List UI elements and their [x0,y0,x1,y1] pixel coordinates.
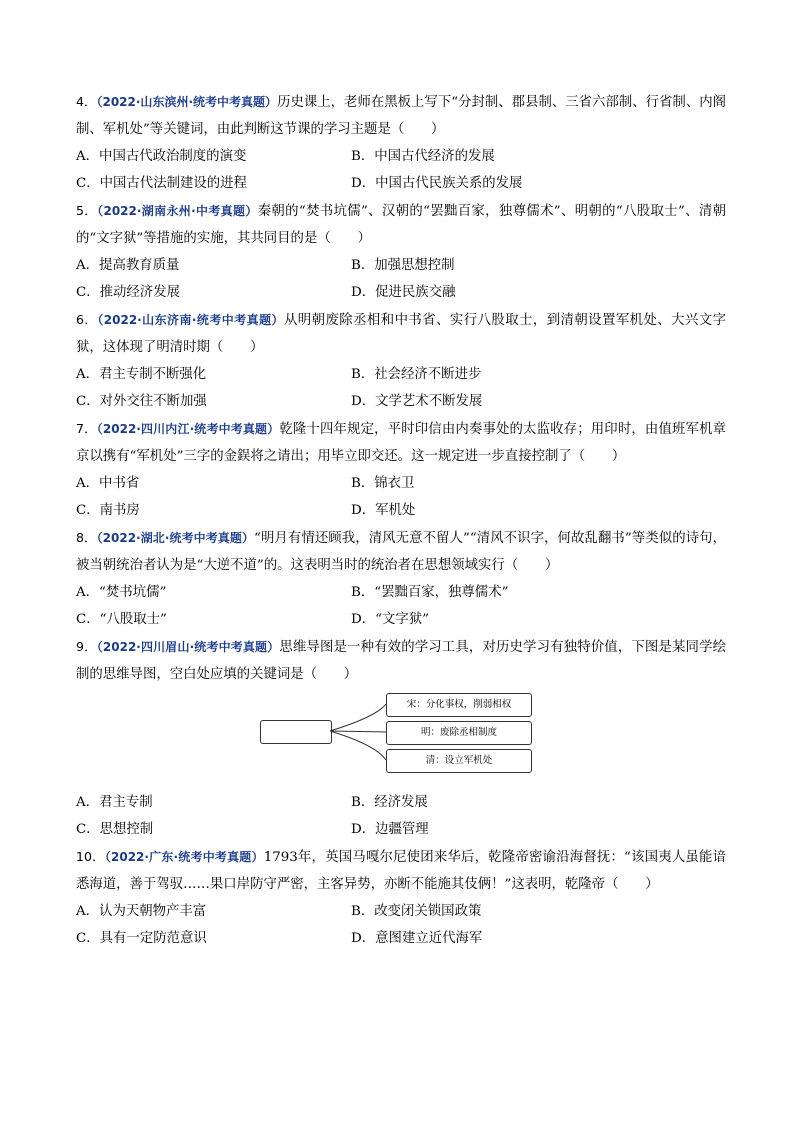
question-source: （2022·湖北·统考中考真题） [96,531,255,545]
option-b: B．改变闭关锁国政策 [351,904,482,919]
mind-map-node-ming: 明：废除丞相制度 [386,721,532,745]
options [76,361,726,415]
options [76,143,726,197]
option-c: C．南书房 [76,503,140,518]
option-c: C．“八股取士” [76,612,167,627]
options [76,789,726,843]
question-text: 历史课上，老师在黑板上写下“分封制、郡县制、三省六部制、行省制、内阁制、军机处”等关键词，由此判断这节课的学习主题是（ ） [76,95,727,137]
options [76,898,726,952]
question-6 [76,306,726,415]
option-a: A．认为天朝物产丰富 [76,904,207,919]
question-text: 从明朝废除丞相和中书省、实行八股取士，到清朝设置军机处、大兴文字狱，这体现了明清时期（ ） [76,313,726,355]
question-stem [76,415,726,470]
question-source: （2022·广东·统考中考真题） [104,850,264,864]
option-d: D．军机处 [351,503,416,518]
question-source: （2022·湖南永州·中考真题） [97,204,258,218]
question-stem [76,306,726,361]
options [76,252,726,306]
question-number: 9． [76,639,97,654]
question-text: “明月有情还顾我，清风无意不留人”“清风不识字，何故乱翻书”等类似的诗句，被当朝统治者认为是“大逆不道”的。这表明当时的统治者在思想领域实行（ ） [76,531,726,573]
question-9 [76,633,726,843]
question-source: （2022·四川眉山·统考中考真题） [96,640,280,654]
option-a: A．中国古代政治制度的演变 [76,149,247,164]
option-d: D．文学艺术不断发展 [351,394,483,409]
option-b: B．“罢黜百家，独尊儒术” [351,585,509,600]
option-d: D．中国古代民族关系的发展 [351,176,523,191]
mind-map-node-song: 宋：分化事权，削弱相权 [386,693,532,717]
question-source: （2022·四川内江·统考中考真题） [96,422,280,436]
question-text: 乾隆十四年规定，平时印信由内奏事处的太监收存；用印时，由值班军机章京以携有“军机处”三字的金鋘将之请出；用毕立即交还。这一规定进一步直接控制了（ ） [76,422,726,464]
question-number: 10． [76,849,105,864]
question-text: 1793年，英国马嘎尔尼使团来华后，乾隆帝密谕沿海督抚：“该国夷人虽能谙悉海道，善于驾驭……果口岸防守严密，主客异势，亦断不能施其伎俩！”这表明，乾隆帝（ ） [76,850,727,892]
option-a: A．提高教育质量 [76,258,180,273]
question-number: 5． [76,203,98,218]
option-a: A．“焚书坑儒” [76,585,167,600]
option-a: A．中书省 [76,476,140,491]
option-b: B．中国古代经济的发展 [351,149,495,164]
question-5 [76,197,726,306]
option-a: A．君主专制 [76,795,153,810]
question-number: 8． [76,530,97,545]
question-stem [76,633,726,688]
question-text: 秦朝的“焚书坑儒”、汉朝的“罢黜百家，独尊儒术”、明朝的“八股取士”、清朝的“文字狱”等措施的实施，其共同目的是（ ） [76,204,727,246]
question-4 [76,88,726,197]
question-source: （2022·山东济南·统考中考真题） [97,313,284,327]
option-a: A．君主专制不断强化 [76,367,207,382]
option-d: D．促进民族交融 [351,285,456,300]
option-b: B．经济发展 [351,795,428,810]
option-c: C．具有一定防范意识 [76,931,207,946]
option-b: B．社会经济不断进步 [351,367,482,382]
question-8 [76,524,726,633]
option-d: D．意图建立近代海军 [351,931,483,946]
option-d: D．“文字狱” [351,612,429,627]
question-stem [76,524,726,579]
mind-map [76,689,726,785]
option-c: C．思想控制 [76,822,154,837]
option-c: C．中国古代法制建设的进程 [76,176,247,191]
question-number: 6． [76,312,98,327]
option-b: B．锦衣卫 [351,476,415,491]
option-b: B．加强思想控制 [351,258,455,273]
option-d: D．边疆管理 [351,822,429,837]
question-number: 7． [76,421,97,436]
question-text: 思维导图是一种有效的学习工具，对历史学习有独特价值，下图是某同学绘制的思维导图，空白处应填的关键词是（ ） [76,640,726,682]
question-stem [76,197,726,252]
options [76,579,726,633]
question-7 [76,415,726,524]
question-stem [76,88,726,143]
question-source: （2022·山东滨州·统考中考真题） [96,95,278,109]
question-number: 4． [76,94,97,109]
question-list [76,88,726,952]
option-c: C．对外交往不断加强 [76,394,207,409]
question-stem [76,843,726,898]
option-c: C．推动经济发展 [76,285,180,300]
question-10 [76,843,726,952]
mind-map-blank-node [260,720,332,744]
options [76,470,726,524]
mind-map-node-qing: 清：设立军机处 [386,749,532,773]
